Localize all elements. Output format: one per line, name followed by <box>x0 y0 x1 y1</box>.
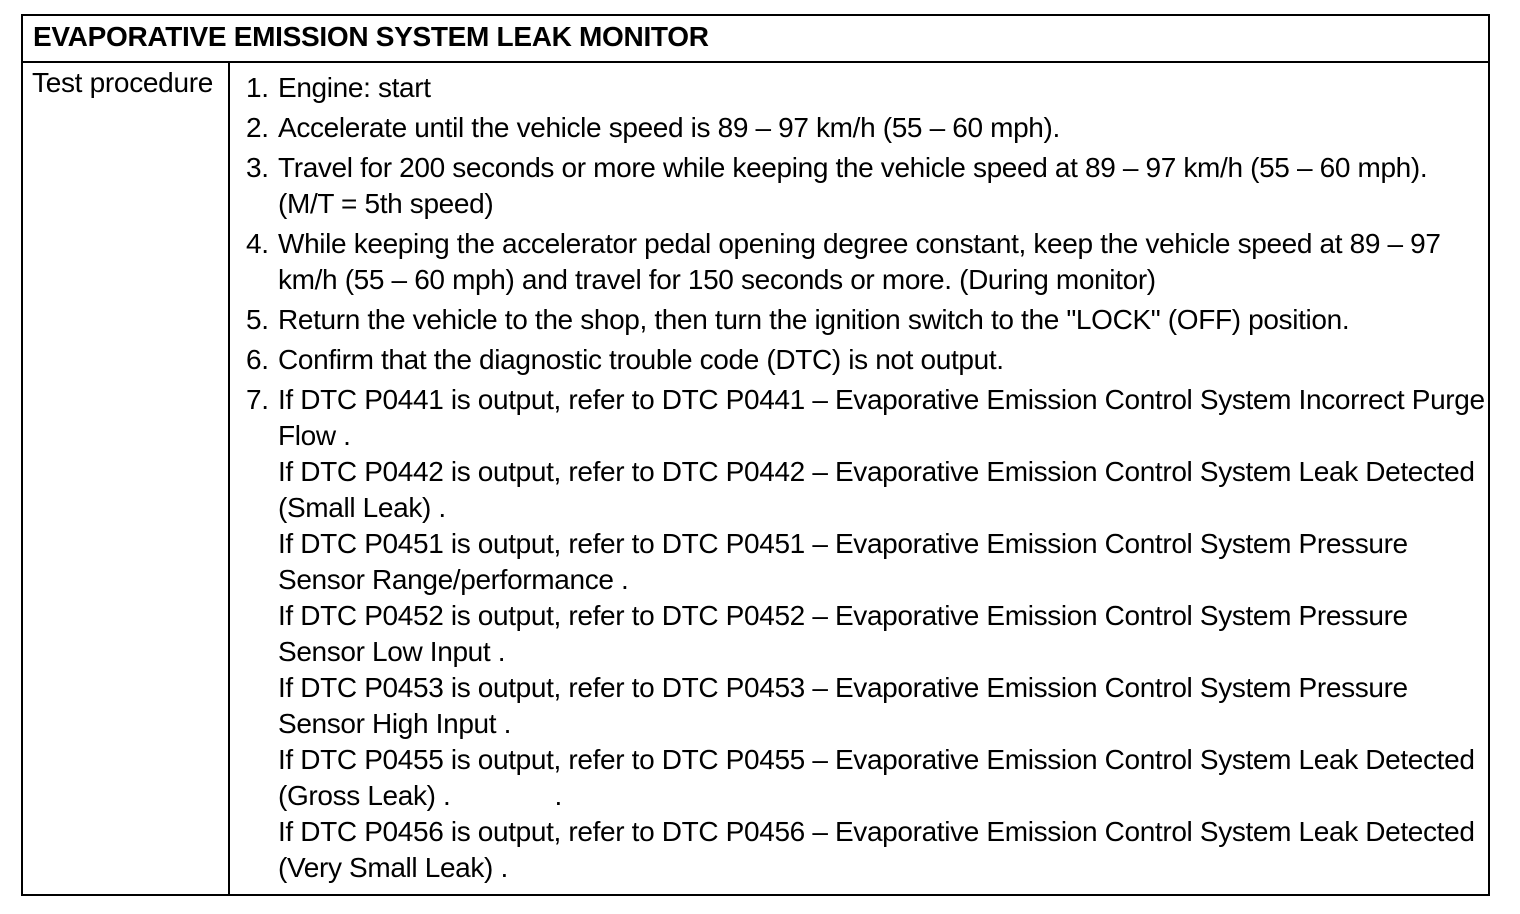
step-number: 7. <box>246 384 269 415</box>
table-header-row <box>23 16 1488 63</box>
dtc-reference-link[interactable]: If DTC P0451 is output, refer to DTC P0451 – Evaporative Emission Control System Pressure Sensor Range/performance . <box>278 528 1408 595</box>
step-text: Confirm that the diagnostic trouble code (DTC) is not output. <box>278 344 1004 375</box>
step-number: 1. <box>246 72 269 103</box>
step-number: 4. <box>246 228 269 259</box>
procedure-step <box>246 110 1490 146</box>
dtc-reference-link[interactable]: If DTC P0455 is output, refer to DTC P0455 – Evaporative Emission Control System Leak Detected (Gross Leak) . . <box>278 744 1482 811</box>
label-cell <box>23 63 230 894</box>
step-number: 5. <box>246 304 269 335</box>
table-body-row <box>23 63 1488 894</box>
dtc-reference-link[interactable]: If DTC P0442 is output, refer to DTC P0442 – Evaporative Emission Control System Leak Detected (Small Leak) . <box>278 456 1475 523</box>
dtc-reference-link[interactable]: If DTC P0453 is output, refer to DTC P0453 – Evaporative Emission Control System Pressure Sensor High Input . <box>278 672 1408 739</box>
dtc-reference-link[interactable]: If DTC P0456 is output, refer to DTC P0456 – Evaporative Emission Control System Leak Detected (Very Small Leak) . <box>278 816 1475 883</box>
procedure-table <box>21 14 1490 896</box>
procedure-cell <box>230 63 1488 894</box>
step-text: Travel for 200 seconds or more while keeping the vehicle speed at 89 – 97 km/h (55 – 60 mph). (M/T = 5th speed) <box>278 152 1428 219</box>
step-text: Engine: start <box>278 72 431 103</box>
procedure-step <box>246 70 1490 106</box>
table-title: EVAPORATIVE EMISSION SYSTEM LEAK MONITOR <box>33 21 709 52</box>
procedure-steps <box>246 70 1490 890</box>
step-text: Return the vehicle to the shop, then turn the ignition switch to the "LOCK" (OFF) position. <box>278 304 1350 335</box>
test-procedure-label: Test procedure <box>32 67 214 98</box>
step-number: 6. <box>246 344 269 375</box>
procedure-step <box>246 226 1490 298</box>
dtc-reference-link[interactable]: If DTC P0452 is output, refer to DTC P0452 – Evaporative Emission Control System Pressure Sensor Low Input . <box>278 600 1408 667</box>
step-text: Accelerate until the vehicle speed is 89 – 97 km/h (55 – 60 mph). <box>278 112 1060 143</box>
step-number: 2. <box>246 112 269 143</box>
procedure-step <box>246 342 1490 378</box>
procedure-step <box>246 150 1490 222</box>
procedure-step <box>246 302 1490 338</box>
dtc-reference-link[interactable]: If DTC P0441 is output, refer to DTC P0441 – Evaporative Emission Control System Incorrect Purge Flow . <box>278 384 1485 451</box>
procedure-step <box>246 382 1490 886</box>
step-number: 3. <box>246 152 269 183</box>
step-text: While keeping the accelerator pedal opening degree constant, keep the vehicle speed at 89 – 97 km/h (55 – 60 mph) and travel for 150 seconds or more. (During monitor) <box>278 228 1441 295</box>
